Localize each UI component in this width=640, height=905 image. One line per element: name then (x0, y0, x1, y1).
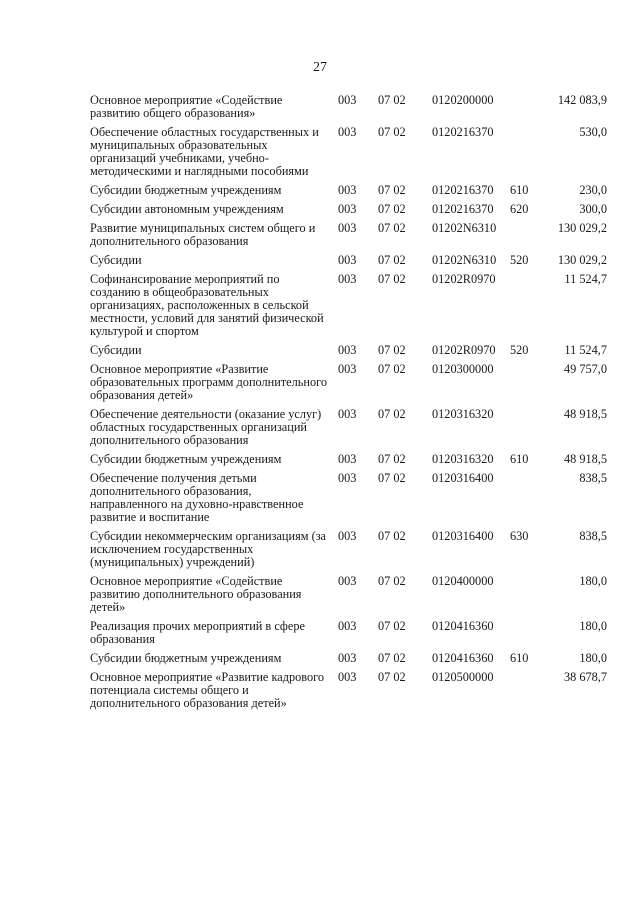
section-code: 07 02 (378, 93, 406, 107)
row-name: Обеспечение деятельности (оказание услуг) областных государственных организаций дополнительного образования (90, 407, 322, 447)
row-name: Основное мероприятие «Развитие образовательных программ дополнительного образования детей» (90, 362, 327, 402)
amount: 230,0 (579, 183, 607, 197)
section-code: 07 02 (378, 529, 406, 543)
row-name: Субсидии (90, 343, 142, 357)
target-article: 0120316320 (432, 452, 494, 466)
section-code: 07 02 (378, 362, 406, 376)
row-name: Субсидии автономным учреждениям (90, 202, 284, 216)
expense-type: 520 (510, 343, 529, 357)
expense-type: 620 (510, 202, 529, 216)
ministry-code: 003 (338, 343, 357, 357)
target-article: 0120216370 (432, 183, 494, 197)
ministry-code: 003 (338, 574, 357, 588)
target-article: 01202N6310 (432, 221, 497, 235)
amount: 130 029,2 (557, 253, 607, 267)
table-row (90, 344, 607, 363)
section-code: 07 02 (378, 619, 406, 633)
table-row (90, 472, 607, 530)
ministry-code: 003 (338, 183, 357, 197)
ministry-code: 003 (338, 529, 357, 543)
target-article: 0120316400 (432, 471, 494, 485)
table-row (90, 203, 607, 222)
amount: 180,0 (579, 651, 607, 665)
amount: 300,0 (579, 202, 607, 216)
section-code: 07 02 (378, 343, 406, 357)
row-name: Субсидии некоммерческим организациям (за исключением государственных (муниципальных) учреждений) (90, 529, 327, 569)
expense-type: 630 (510, 529, 529, 543)
row-name: Обеспечение получения детьми дополнительного образования, направленного на духовно-нравственное развитие и воспитание (90, 471, 304, 524)
section-code: 07 02 (378, 407, 406, 421)
expense-type (510, 363, 540, 408)
target-article: 0120316400 (432, 529, 494, 543)
target-article: 0120416360 (432, 619, 494, 633)
ministry-code: 003 (338, 202, 357, 216)
row-name: Развитие муниципальных систем общего и дополнительного образования (90, 221, 316, 248)
target-article: 0120416360 (432, 651, 494, 665)
amount: 838,5 (579, 471, 607, 485)
section-code: 07 02 (378, 125, 406, 139)
amount: 48 918,5 (563, 407, 607, 421)
expense-type: 520 (510, 253, 529, 267)
target-article: 0120316320 (432, 407, 494, 421)
expense-type (510, 575, 540, 620)
page-number: 27 (313, 60, 327, 75)
table-row (90, 530, 607, 575)
section-code: 07 02 (378, 651, 406, 665)
expense-type (510, 94, 540, 126)
row-name: Основное мероприятие «Содействие развитию общего образования» (90, 93, 283, 120)
ministry-code: 003 (338, 272, 357, 286)
row-name: Субсидии (90, 253, 142, 267)
amount: 11 524,7 (564, 272, 607, 286)
expense-type (510, 126, 540, 184)
ministry-code: 003 (338, 651, 357, 665)
target-article: 0120216370 (432, 202, 494, 216)
ministry-code: 003 (338, 471, 357, 485)
amount: 180,0 (579, 619, 607, 633)
ministry-code: 003 (338, 407, 357, 421)
section-code: 07 02 (378, 452, 406, 466)
ministry-code: 003 (338, 362, 357, 376)
expense-type (510, 620, 540, 652)
amount: 48 918,5 (563, 452, 607, 466)
section-code: 07 02 (378, 574, 406, 588)
ministry-code: 003 (338, 93, 357, 107)
amount: 180,0 (579, 574, 607, 588)
row-name: Субсидии бюджетным учреждениям (90, 452, 282, 466)
table-row (90, 94, 607, 126)
section-code: 07 02 (378, 272, 406, 286)
section-code: 07 02 (378, 221, 406, 235)
section-code: 07 02 (378, 202, 406, 216)
ministry-code: 003 (338, 619, 357, 633)
target-article: 0120500000 (432, 670, 494, 684)
table-row (90, 671, 607, 716)
row-name: Реализация прочих мероприятий в сфере образования (90, 619, 305, 646)
expense-type (510, 472, 540, 530)
row-name: Основное мероприятие «Содействие развитию дополнительного образования детей» (90, 574, 302, 614)
ministry-code: 003 (338, 221, 357, 235)
expense-type (510, 222, 540, 254)
table-row (90, 363, 607, 408)
expense-type (510, 273, 540, 344)
table-row (90, 620, 607, 652)
target-article: 0120216370 (432, 125, 494, 139)
row-name: Обеспечение областных государственных и муниципальных образовательных организаций учебниками, учебно-методическими и наглядными пособиями (90, 125, 319, 178)
target-article: 01202R0970 (432, 272, 496, 286)
section-code: 07 02 (378, 670, 406, 684)
row-name: Субсидии бюджетным учреждениям (90, 651, 282, 665)
row-name: Субсидии бюджетным учреждениям (90, 183, 282, 197)
section-code: 07 02 (378, 471, 406, 485)
expense-type (510, 671, 540, 716)
table-row (90, 222, 607, 254)
ministry-code: 003 (338, 452, 357, 466)
table-row (90, 184, 607, 203)
table-row (90, 453, 607, 472)
table-row (90, 273, 607, 344)
table-row (90, 652, 607, 671)
expense-type: 610 (510, 183, 529, 197)
table-row (90, 575, 607, 620)
table-row (90, 254, 607, 273)
amount: 38 678,7 (563, 670, 607, 684)
amount: 530,0 (579, 125, 607, 139)
target-article: 01202N6310 (432, 253, 497, 267)
ministry-code: 003 (338, 253, 357, 267)
table-row (90, 408, 607, 453)
target-article: 0120200000 (432, 93, 494, 107)
table-row (90, 126, 607, 184)
ministry-code: 003 (338, 670, 357, 684)
target-article: 0120400000 (432, 574, 494, 588)
section-code: 07 02 (378, 183, 406, 197)
row-name: Основное мероприятие «Развитие кадрового потенциала системы общего и дополнительного образования детей» (90, 670, 325, 710)
amount: 49 757,0 (563, 362, 607, 376)
amount: 11 524,7 (564, 343, 607, 357)
row-name: Софинансирование мероприятий по созданию в общеобразовательных организациях, расположенных в сельской местности, условий для занятий физической культурой и спортом (90, 272, 324, 338)
amount: 838,5 (579, 529, 607, 543)
target-article: 01202R0970 (432, 343, 496, 357)
amount: 142 083,9 (557, 93, 607, 107)
expense-type: 610 (510, 452, 529, 466)
ministry-code: 003 (338, 125, 357, 139)
expense-type (510, 408, 540, 453)
target-article: 0120300000 (432, 362, 494, 376)
expense-type: 610 (510, 651, 529, 665)
budget-table (90, 94, 607, 716)
section-code: 07 02 (378, 253, 406, 267)
amount: 130 029,2 (557, 221, 607, 235)
